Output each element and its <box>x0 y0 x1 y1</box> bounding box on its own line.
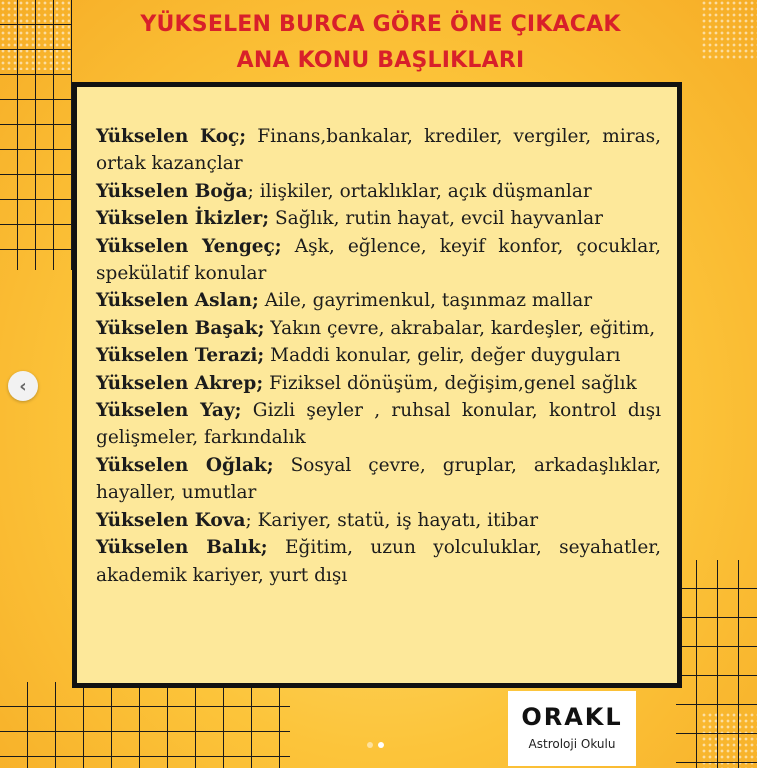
frame-edge <box>757 0 761 772</box>
sign-label: Yükselen İkizler; <box>96 208 270 230</box>
sign-topics: Fiziksel dönüşüm, değişim,genel sağlık <box>263 372 637 394</box>
list-item <box>96 315 661 342</box>
decorative-grid <box>0 0 72 270</box>
list-item <box>96 233 661 288</box>
sign-label: Yükselen Oğlak; <box>96 454 274 476</box>
sign-topics: Maddi konular, gelir, değer duyguları <box>264 345 621 367</box>
chevron-left-icon: ‹ <box>19 375 27 397</box>
page-title-line-1: YÜKSELEN BURCA GÖRE ÖNE ÇIKACAK <box>140 12 621 37</box>
logo-name: ORAKL <box>521 703 623 731</box>
content-card <box>72 82 682 688</box>
list-item <box>96 452 661 507</box>
list-item <box>96 123 661 178</box>
sign-topics: Aşk, eğlence, keyif konfor, çocuklar, spekülatif konular <box>96 235 661 285</box>
sign-topics: Eğitim, uzun yolculuklar, seyahatler, akademik kariyer, yurt dışı <box>96 537 661 586</box>
sign-topics: Sosyal çevre, gruplar, arkadaşlıklar, hayaller, umutlar <box>96 454 661 504</box>
sign-topics: ; ilişkiler, ortaklıklar, açık düşmanlar <box>247 180 592 202</box>
sign-topics: Finans,bankalar, krediler, vergiler, miras, ortak kazançlar <box>96 126 661 175</box>
brand-logo <box>508 691 636 766</box>
sign-topics: Gizli şeyler , ruhsal konular, kontrol dışı gelişmeler, farkındalık <box>96 400 662 449</box>
page-title-line-2: ANA KONU BAŞLIKLARI <box>236 48 525 73</box>
sign-label: Yükselen Başak; <box>96 317 265 339</box>
sign-label: Yükselen Kova <box>96 509 246 531</box>
carousel-pagination <box>367 742 384 748</box>
sign-label: Yükselen Boğa <box>96 180 248 202</box>
list-item <box>96 178 661 205</box>
list-item <box>96 370 661 397</box>
sign-label: Yükselen Balık; <box>96 537 268 559</box>
list-item <box>96 507 661 534</box>
pagination-dot[interactable] <box>367 742 373 748</box>
sign-topics: ; Kariyer, statü, iş hayatı, itibar <box>245 509 539 531</box>
sign-label: Yükselen Terazi; <box>96 345 265 367</box>
decorative-grid <box>676 560 761 772</box>
pagination-dot-active[interactable] <box>378 742 384 748</box>
decorative-grid <box>0 682 290 772</box>
sign-label: Yükselen Yay; <box>96 400 242 422</box>
sign-topics: Aile, gayrimenkul, taşınmaz mallar <box>258 290 593 312</box>
list-item <box>96 397 661 452</box>
carousel-prev-button[interactable] <box>8 371 38 401</box>
sign-label: Yükselen Akrep; <box>96 372 264 394</box>
sign-topics: Sağlık, rutin hayat, evcil hayvanlar <box>269 208 603 230</box>
sign-label: Yükselen Yengeç; <box>96 235 282 257</box>
frame-edge <box>0 768 761 772</box>
sign-label: Yükselen Aslan; <box>96 290 259 312</box>
sign-topics: Yakın çevre, akrabalar, kardeşler, eğitim, <box>264 317 656 339</box>
list-item <box>96 287 661 314</box>
list-item <box>96 342 661 369</box>
list-item <box>96 534 661 589</box>
logo-subtitle: Astroloji Okulu <box>528 737 616 751</box>
sign-list <box>96 123 661 589</box>
list-item <box>96 205 661 232</box>
sign-label: Yükselen Koç; <box>96 126 247 147</box>
